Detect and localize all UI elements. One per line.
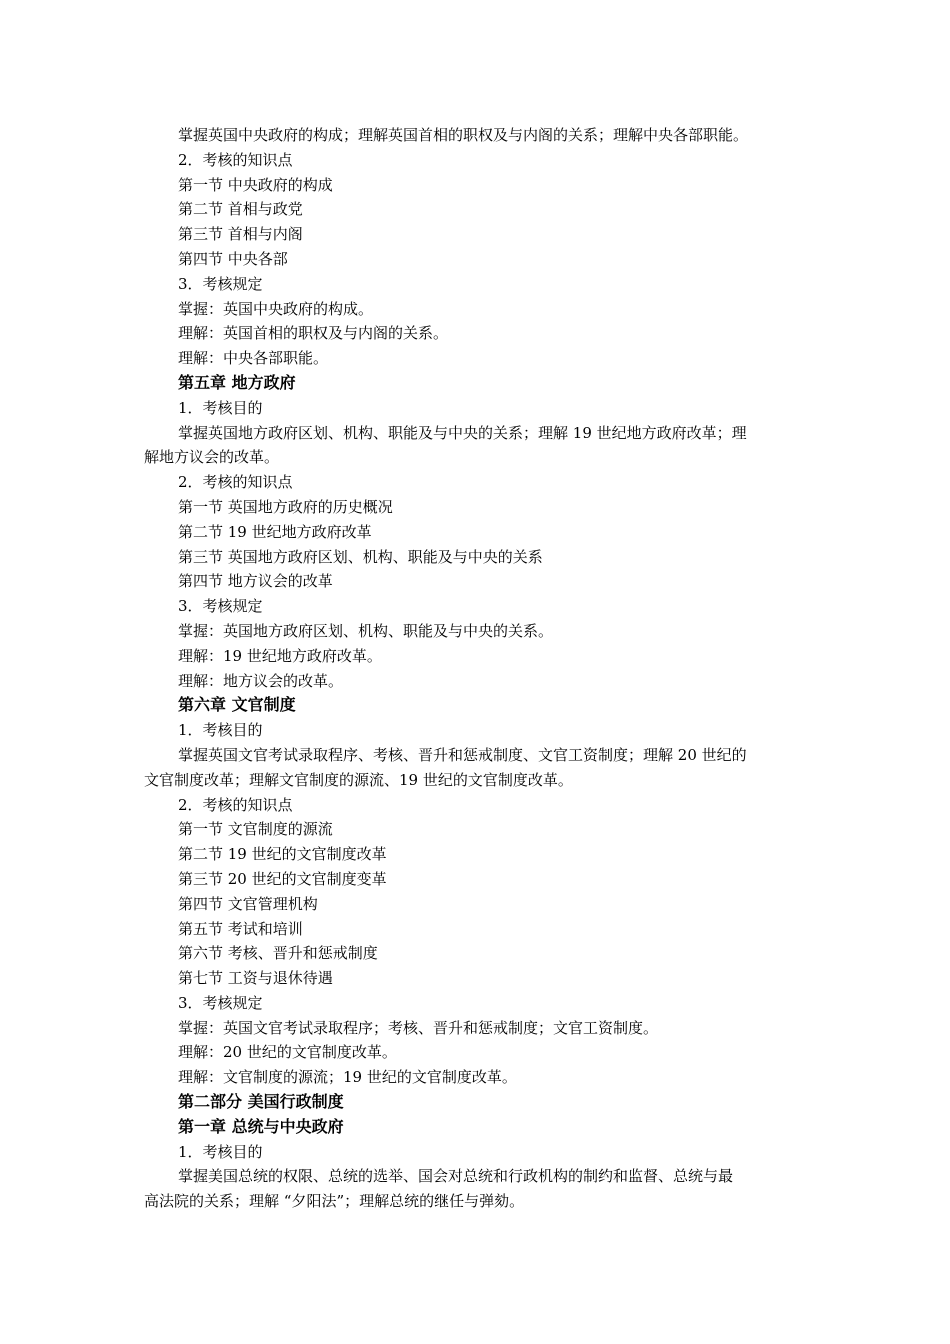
text-line: 2．考核的知识点 (178, 795, 293, 814)
text-line: 3．考核规定 (178, 993, 263, 1012)
text-line: 1．考核目的 (178, 721, 263, 740)
section-heading: 第六章 文官制度 (178, 695, 296, 715)
text-line: 理解：英国首相的职权及与内阁的关系。 (178, 324, 449, 343)
text-line: 第一节 英国地方政府的历史概况 (178, 497, 393, 516)
text-line: 第四节 中央各部 (178, 249, 288, 268)
text-line: 掌握：英国地方政府区划、机构、职能及与中央的关系。 (178, 621, 554, 640)
text-line: 掌握：英国文官考试录取程序；考核、晋升和惩戒制度；文官工资制度。 (178, 1018, 659, 1037)
text-line: 1．考核目的 (178, 1142, 263, 1161)
text-line: 2．考核的知识点 (178, 150, 293, 169)
text-line: 解地方议会的改革。 (144, 448, 280, 467)
text-line: 第二节 19 世纪的文官制度改革 (178, 845, 387, 864)
text-line: 第七节 工资与退休待遇 (178, 969, 333, 988)
text-line: 1．考核目的 (178, 398, 263, 417)
text-line: 掌握英国文官考试录取程序、考核、晋升和惩戒制度、文官工资制度；理解 20 世纪的 (178, 745, 747, 764)
section-heading: 第五章 地方政府 (178, 372, 296, 392)
text-line: 理解：20 世纪的文官制度改革。 (178, 1043, 397, 1062)
text-line: 理解：19 世纪地方政府改革。 (178, 646, 382, 665)
text-line: 第二节 19 世纪地方政府改革 (178, 522, 372, 541)
text-line: 文官制度改革；理解文官制度的源流、19 世纪的文官制度改革。 (144, 770, 573, 789)
text-line: 第三节 20 世纪的文官制度变革 (178, 869, 387, 888)
text-line: 第三节 英国地方政府区划、机构、职能及与中央的关系 (178, 547, 543, 566)
document-body (144, 123, 814, 1214)
text-line: 理解：文官制度的源流；19 世纪的文官制度改革。 (178, 1068, 517, 1087)
text-line: 第六节 考核、晋升和惩戒制度 (178, 944, 378, 963)
text-line: 第二节 首相与政党 (178, 200, 303, 219)
text-line: 掌握美国总统的权限、总统的选举、国会对总统和行政机构的制约和监督、总统与最 (178, 1167, 734, 1186)
text-line: 掌握：英国中央政府的构成。 (178, 299, 374, 318)
text-line: 3．考核规定 (178, 597, 263, 616)
text-line: 理解：中央各部职能。 (178, 349, 329, 368)
text-line: 2．考核的知识点 (178, 473, 293, 492)
text-line: 第五节 考试和培训 (178, 919, 303, 938)
text-line: 第三节 首相与内阁 (178, 225, 303, 244)
text-line: 3．考核规定 (178, 274, 263, 293)
text-line: 第四节 地方议会的改革 (178, 572, 333, 591)
section-heading: 第二部分 美国行政制度 (178, 1092, 344, 1112)
section-heading: 第一章 总统与中央政府 (178, 1116, 344, 1136)
text-line: 高法院的关系；理解 “夕阳法”；理解总统的继任与弹劾。 (144, 1192, 525, 1211)
text-line: 第一节 文官制度的源流 (178, 820, 333, 839)
text-line: 掌握英国中央政府的构成；理解英国首相的职权及与内阁的关系；理解中央各部职能。 (178, 126, 749, 144)
text-line: 掌握英国地方政府区划、机构、职能及与中央的关系；理解 19 世纪地方政府改革；理 (178, 423, 747, 442)
text-line: 理解：地方议会的改革。 (178, 671, 344, 690)
text-line: 第一节 中央政府的构成 (178, 175, 333, 194)
text-line: 第四节 文官管理机构 (178, 894, 318, 913)
